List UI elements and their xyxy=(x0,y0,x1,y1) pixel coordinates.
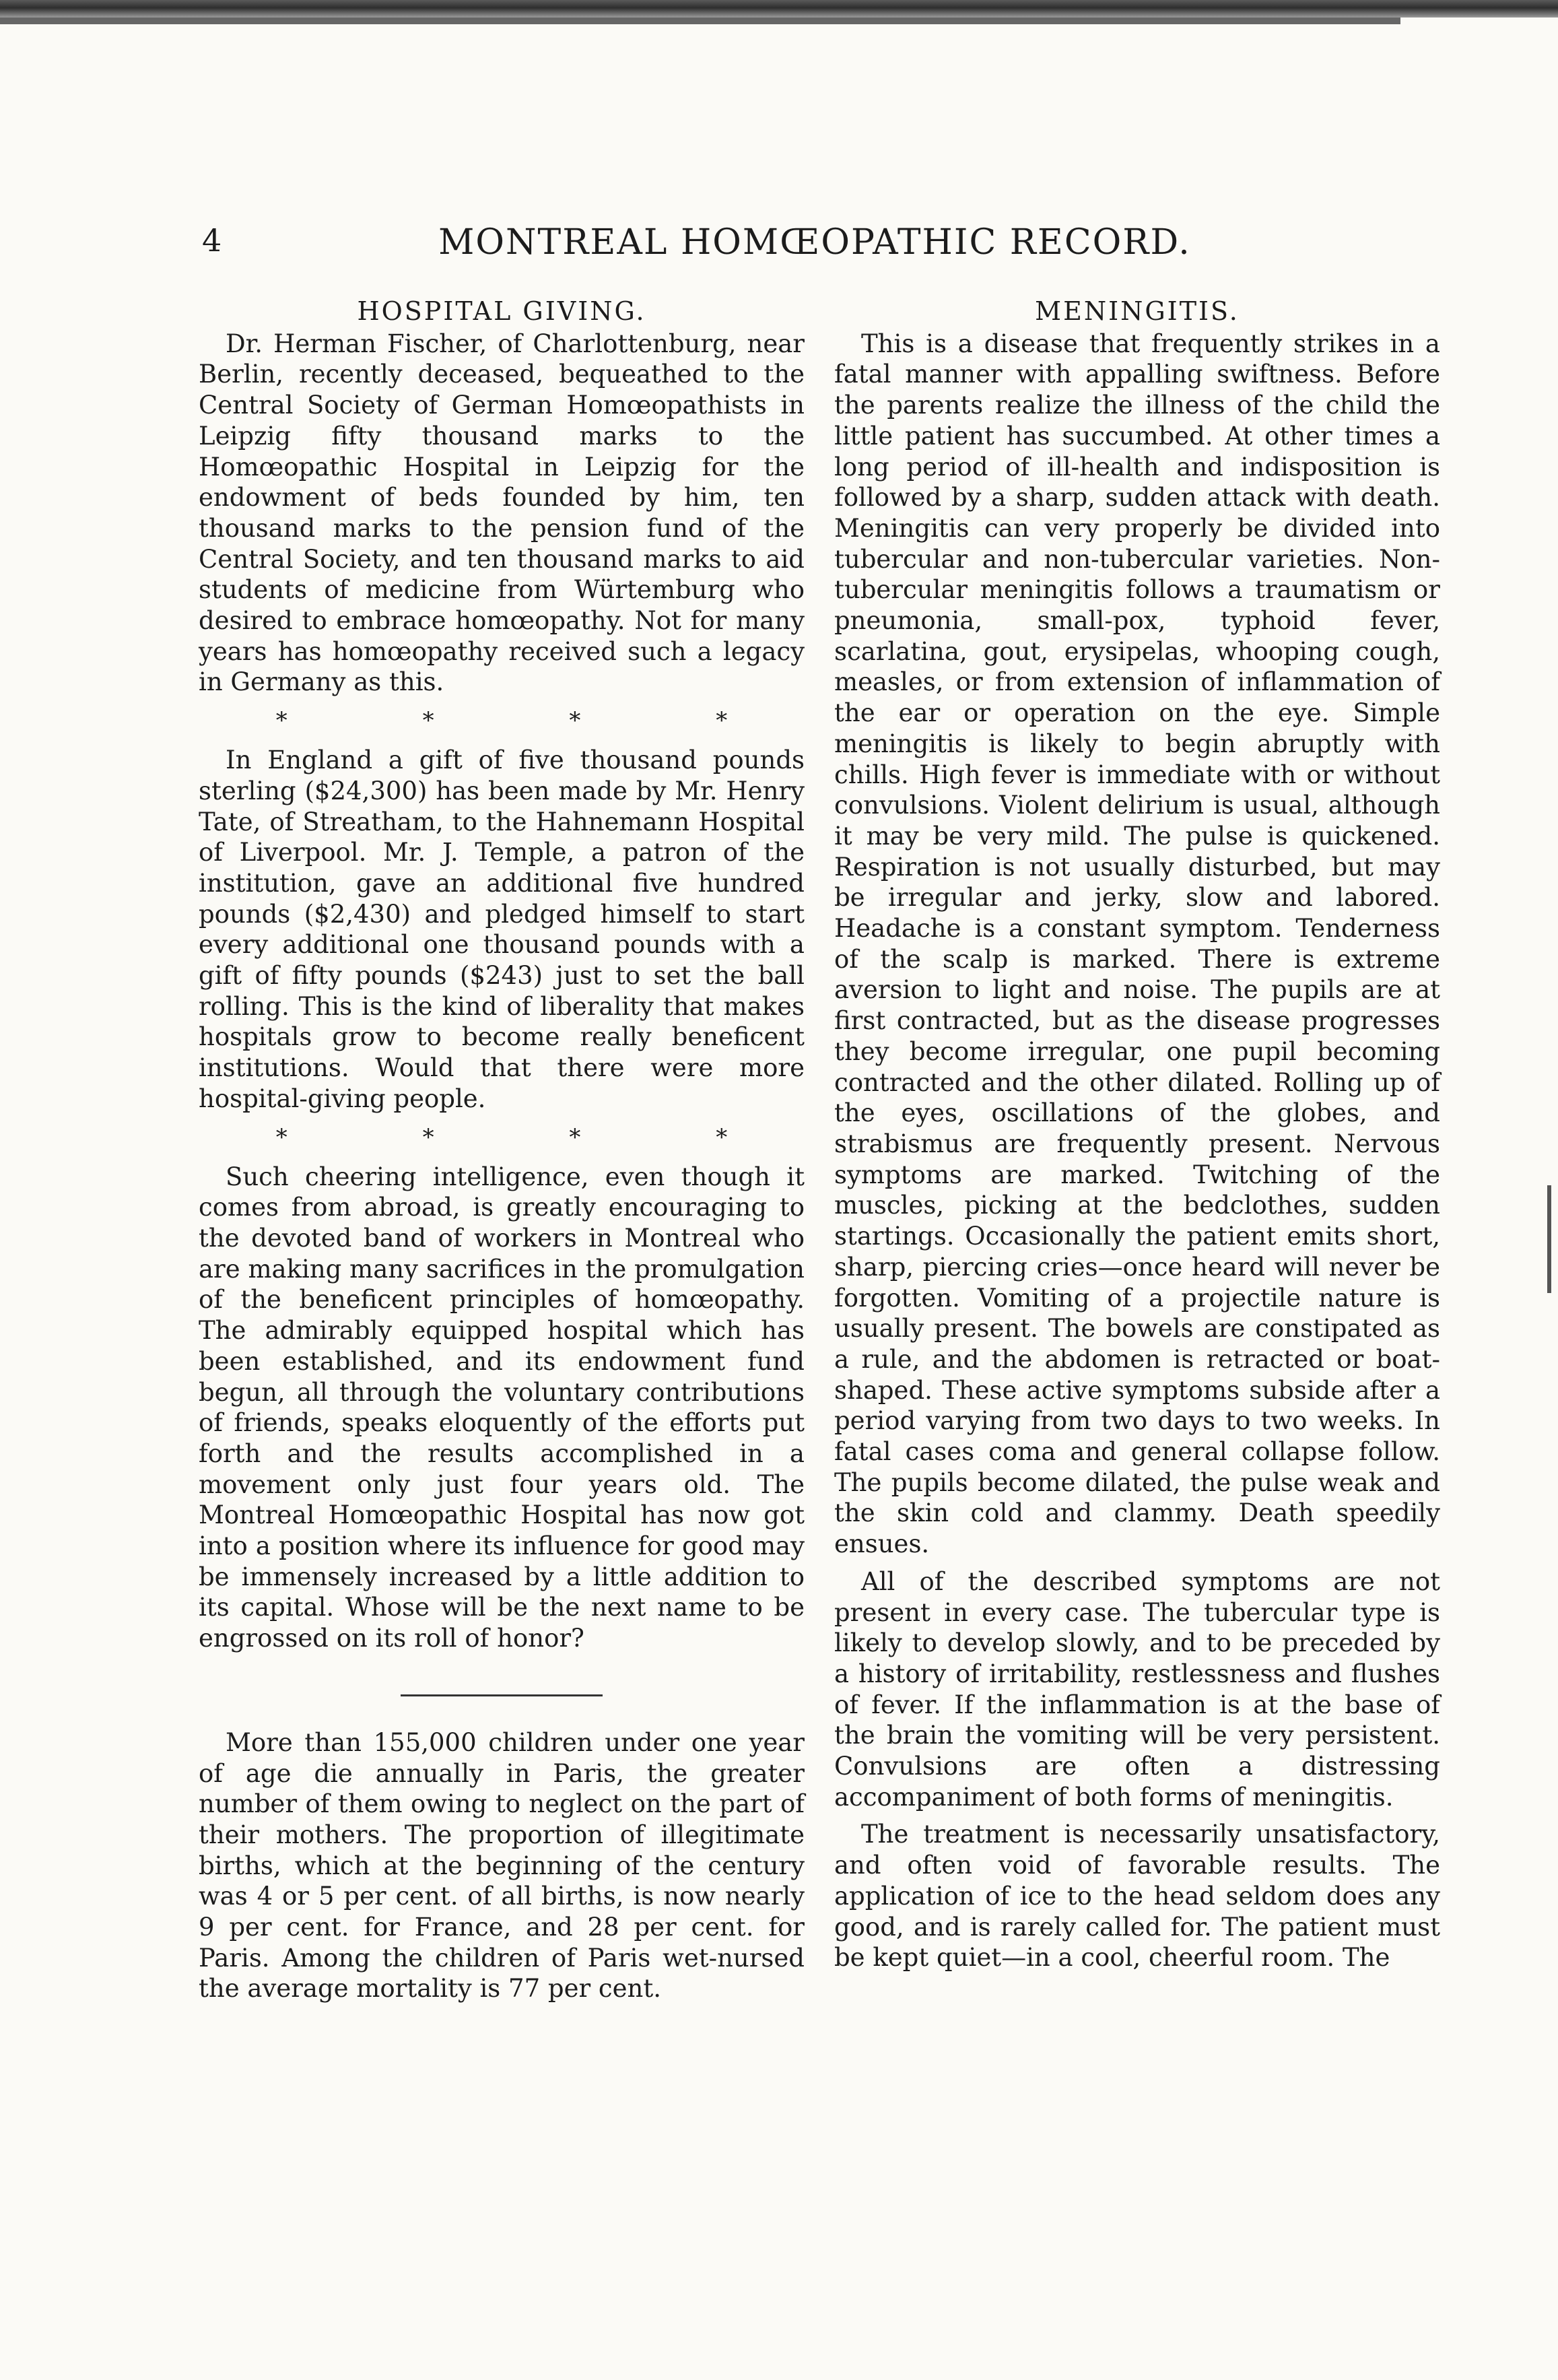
journal-title: MONTREAL HOMŒOPATHIC RECORD. xyxy=(438,222,1191,263)
hospital-giving-title: HOSPITAL GIVING. xyxy=(357,296,646,326)
page-number: 4 xyxy=(202,222,222,259)
left-column xyxy=(199,296,805,2004)
top-edge-rule-lower xyxy=(0,18,1400,24)
section-separator-stars: * * * * xyxy=(275,1123,792,1151)
margin-mark xyxy=(1547,1185,1551,1293)
section-separator-stars: * * * * xyxy=(275,707,792,735)
right-column xyxy=(834,296,1440,1973)
meningitis-treatment-paragraph: The treatment is necessarily unsatisfactory, and often void of favorable results. The application of ice to the head seldom does any good, and is rarely called for. The patient must be kept quiet—in a cool, cheerful room. The xyxy=(834,1820,1440,1973)
meningitis-symptoms-paragraph: This is a disease that frequently strikes in a fatal manner with appalling swiftness. Before the parents realize the illness of the child the little patient has succumbed. At other times a long period of ill-health and indisposition is followed by a sharp, sudden attack with death. Meningitis can very properly be divided into tubercular and non-tubercular varieties. Non-tubercular meningitis follows a traumatism or pneumonia, small-pox, typhoid fever, scarlatina, gout, erysipelas, whooping cough, measles, or from extension of inflammation of the ear or operation on the eye. Simple meningitis is likely to begin abruptly with chills. High fever is immediate with or without convulsions. Violent delirium is usual, although it may be very mild. The pulse is quickened. Respiration is not usually disturbed, but may be irregular and jerky, slow and labored. Headache is a constant symptom. Tenderness of the scalp is marked. There is extreme aversion to light and noise. The pupils are at first contracted, but as the disease progresses they become irregular, one pupil becoming contracted and the other dilated. Rolling up of the eyes, oscillations of the globes, and strabismus are frequently present. Nervous symptoms are marked. Twitching of the muscles, picking at the bedclothes, sudden startings. Occasionally the patient emits short, sharp, piercing cries—once heard will never be forgotten. Vomiting of a projectile nature is usually present. The bowels are constipated as a rule, and the abdomen is retracted or boat-shaped. These active symptoms subside after a period varying from two days to two weeks. In fatal cases coma and general collapse follow. The pupils become dilated, the pulse weak and the skin cold and clammy. Death speedily ensues. xyxy=(834,329,1440,1559)
england-gift-paragraph: In England a gift of five thousand pounds sterling ($24,300) has been made by Mr. Henry Tate, of Streatham, to the Hahnemann Hospital of Liverpool. Mr. J. Temple, a patron of the institution, gave an additional five hundred pounds ($2,430) and pledged himself to start every additional one thousand pounds with a gift of fifty pounds ($243) just to set the ball rolling. This is the kind of liberality that makes hospitals grow to become really beneficent institutions. Would that there were more hospital-giving people. xyxy=(199,746,805,1113)
fischer-bequest-paragraph: Dr. Herman Fischer, of Charlottenburg, near Berlin, recently deceased, bequeathed to the Central Society of German Homœopathists in Leipzig fifty thousand marks to the Homœopathic Hospital in Leipzig for the endowment of beds founded by him, ten thousand marks to the pension fund of the Central Society, and ten thousand marks to aid students of medicine from Würtemburg who desired to embrace homœopathy. Not for many years has homœopathy received such a legacy in Germany as this. xyxy=(199,329,805,697)
meningitis-types-paragraph: All of the described symptoms are not present in every case. The tubercular type is likely to develop slowly, and to be preceded by a history of irritability, restlessness and flushes of fever. If the inflammation is at the base of the brain the vomiting will be very persistent. Convulsions are often a distressing accompaniment of both forms of meningitis. xyxy=(834,1566,1440,1812)
montreal-hospital-paragraph: Such cheering intelligence, even though it comes from abroad, is greatly encouraging to the devoted band of workers in Montreal who are making many sacrifices in the promulgation of the beneficent principles of homœopathy. The admirably equipped hospital which has been established, and its endowment fund begun, all through the voluntary contributions of friends, speaks eloquently of the efforts put forth and the results accomplished in a movement only just four years old. The Montreal Homœopathic Hospital has now got into a position where its influence for good may be immensely increased by a little addition to its capital. Whose will be the next name to be engrossed on its roll of honor? xyxy=(199,1162,805,1653)
page-header xyxy=(40,222,1522,276)
top-edge-rule xyxy=(0,0,1558,18)
paris-mortality-paragraph: More than 155,000 children under one year of age die annually in Paris, the greater number of them owing to neglect on the part of their mothers. The proportion of illegitimate births, which at the beginning of the century was 4 or 5 per cent. of all births, is now nearly 9 per cent. for France, and 28 per cent. for Paris. Among the children of Paris wet-nursed the average mortality is 77 per cent. xyxy=(199,1727,805,2004)
meningitis-title: MENINGITIS. xyxy=(1035,296,1240,326)
article-divider xyxy=(401,1694,603,1696)
